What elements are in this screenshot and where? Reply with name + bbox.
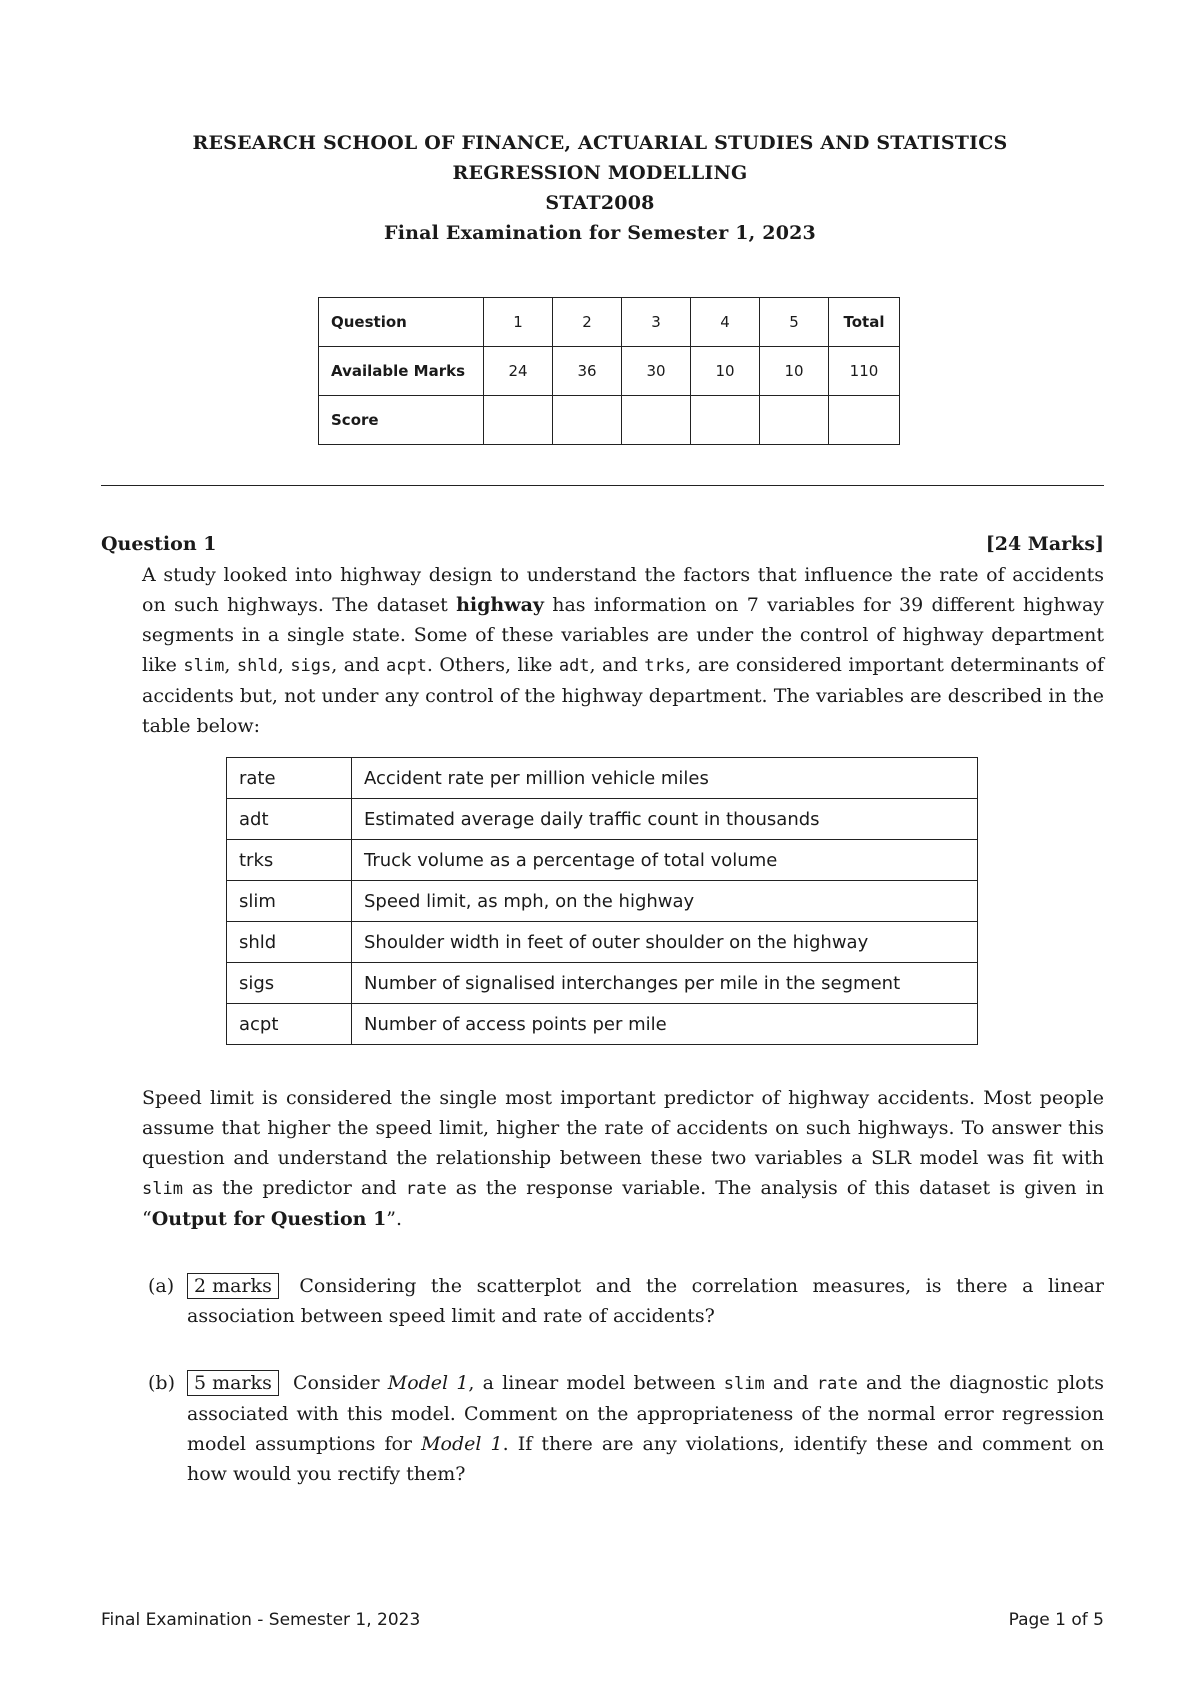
variable-description: Number of signalised interchanges per mile in the segment [352, 963, 978, 1004]
marks-box: 5 marks [187, 1370, 279, 1396]
score-cell [553, 396, 622, 445]
course-code: STAT2008 [545, 192, 655, 214]
variable-description: Number of access points per mile [352, 1004, 978, 1045]
question-number: 1 [484, 298, 553, 347]
score-cell [691, 396, 760, 445]
variable-row [227, 881, 978, 922]
exam-title: Final Examination for Semester 1, 2023 [384, 222, 816, 244]
score-cell [622, 396, 691, 445]
variable-row [227, 758, 978, 799]
score-total-cell [829, 396, 900, 445]
variable-row [227, 1004, 978, 1045]
marks-row-question [319, 298, 900, 347]
marks-box: 2 marks [187, 1273, 279, 1299]
total-available-cell: 110 [829, 347, 900, 396]
variable-name: adt [227, 799, 352, 840]
part-label: (a) [148, 1275, 175, 1297]
marks-table [318, 297, 900, 445]
available-marks-cell: 30 [622, 347, 691, 396]
exam-page: RESEARCH SCHOOL OF FINANCE, ACTUARIAL STUDIES AND STATISTICS REGRESSION MODELLING STAT2008 Final Examination for Semester 1, 2023 Question 1 2 3 4 5 Total Available Marks 24 36 30 10 10 110 Score Question 1 [24 Marks] A study looked into highway design to understand the factors that influence the rate of accidents on such highways. The dataset highway has information on 7 variables for 39 different highway segments in a single state. Some of these variables are under the control of highway department like slim, shld, sigs, and acpt. Others, like adt, and trks, are considered important determinants of accidents but, not under any control of the highway department. The variables are described in the table below: rate Accident rate per million vehicle miles adt Estimated average daily traffic count in thousands trks Truck volume as a percentage of total volume slim Speed limit, as mph, on the highway shld Shoulder width in feet of outer shoulder on the highway sigs Number of signalised interchanges per mile in the segment acpt Number of access points per mile Speed limit is considered the single most important predictor of highway accidents. Most people assume that higher the speed limit, higher the rate of accidents on such highways. To answer this question and understand the relationship between these two variables a SLR model was fit with slim as the predictor and rate as the response variable. The analysis of this dataset is given in “Output for Question 1”. (a) 2 marks Considering the scatterplot and the correlation measures, is there a linear association between speed limit and rate of accidents? (b) 5 marks Consider Model 1, a linear model between slim and rate and the diagnostic plots associated with this model. Comment on the appropriateness of the normal error regression model assumptions for Model 1. If there are any violations, identify these and comment on how would you rectify them? Final Examination - Semester 1, 2023 Page 1 of 5 [0, 0, 1200, 1696]
model-name: Model 1 [421, 1433, 503, 1455]
variable-name: rate [227, 758, 352, 799]
variable-description: Speed limit, as mph, on the highway [352, 881, 978, 922]
row-label-question: Question [319, 298, 484, 347]
row-label-score: Score [319, 396, 484, 445]
var-adt: adt [558, 656, 590, 676]
variable-name: acpt [227, 1004, 352, 1045]
variable-row [227, 799, 978, 840]
variables-table [226, 757, 978, 1045]
var-shld: shld [236, 656, 278, 676]
var-slim: slim [723, 1374, 765, 1394]
part-label: (b) [148, 1372, 175, 1394]
var-sigs: sigs [290, 656, 332, 676]
variable-description: Estimated average daily traffic count in thousands [352, 799, 978, 840]
footer-page-number: Page 1 of 5 [1008, 1610, 1104, 1630]
available-marks-cell: 10 [760, 347, 829, 396]
variable-row [227, 963, 978, 1004]
school-name: RESEARCH SCHOOL OF FINANCE, ACTUARIAL STUDIES AND STATISTICS [192, 132, 1008, 154]
question-number: 2 [553, 298, 622, 347]
question-intro-paragraph: A study looked into highway design to understand the factors that influence the rate of accidents on such highways. The dataset highway has information on 7 variables for 39 different highway segments in a single state. Some of these variables are under the control of highway department like slim, shld, sigs, and acpt. Others, like adt, and trks, are considered important determinants of accidents but, not under any control of the highway department. The variables are described in the table below: [142, 564, 1105, 737]
row-label-available: Available Marks [319, 347, 484, 396]
var-rate: rate [816, 1374, 858, 1394]
question-context-paragraph: Speed limit is considered the single most important predictor of highway accidents. Most people assume that higher the speed limit, higher the rate of accidents on such highways. To answer this question and understand the relationship between these two variables a SLR model was fit with slim as the predictor and rate as the response variable. The analysis of this dataset is given in “Output for Question 1”. [142, 1087, 1104, 1230]
available-marks-cell: 10 [691, 347, 760, 396]
question-number: 5 [760, 298, 829, 347]
marks-row-available [319, 347, 900, 396]
dataset-name: highway [456, 594, 544, 616]
variable-row [227, 922, 978, 963]
marks-row-score [319, 396, 900, 445]
score-cell [760, 396, 829, 445]
question-number: 3 [622, 298, 691, 347]
var-slim: slim [142, 1179, 183, 1199]
divider-rule [101, 485, 1104, 486]
var-acpt: acpt [385, 656, 427, 676]
question-title: Question 1 [101, 533, 217, 555]
var-trks: trks [644, 656, 686, 676]
available-marks-cell: 36 [553, 347, 622, 396]
variable-name: sigs [227, 963, 352, 1004]
variable-name: trks [227, 840, 352, 881]
var-rate: rate [405, 1179, 447, 1199]
total-label: Total [829, 298, 900, 347]
variable-row [227, 840, 978, 881]
variable-name: shld [227, 922, 352, 963]
question-marks: [24 Marks] [985, 533, 1104, 555]
var-slim: slim [183, 656, 225, 676]
course-name: REGRESSION MODELLING [452, 162, 748, 184]
part-text: Considering the scatterplot and the correlation measures, is there a linear association between speed limit and rate of accidents? [187, 1275, 1104, 1327]
score-cell [484, 396, 553, 445]
variable-description: Shoulder width in feet of outer shoulder on the highway [352, 922, 978, 963]
variable-description: Truck volume as a percentage of total volume [352, 840, 978, 881]
model-name: Model 1 [387, 1372, 469, 1394]
variable-description: Accident rate per million vehicle miles [352, 758, 978, 799]
output-reference: Output for Question 1 [151, 1208, 387, 1230]
question-number: 4 [691, 298, 760, 347]
variable-name: slim [227, 881, 352, 922]
footer-exam-name: Final Examination - Semester 1, 2023 [101, 1610, 421, 1630]
available-marks-cell: 24 [484, 347, 553, 396]
